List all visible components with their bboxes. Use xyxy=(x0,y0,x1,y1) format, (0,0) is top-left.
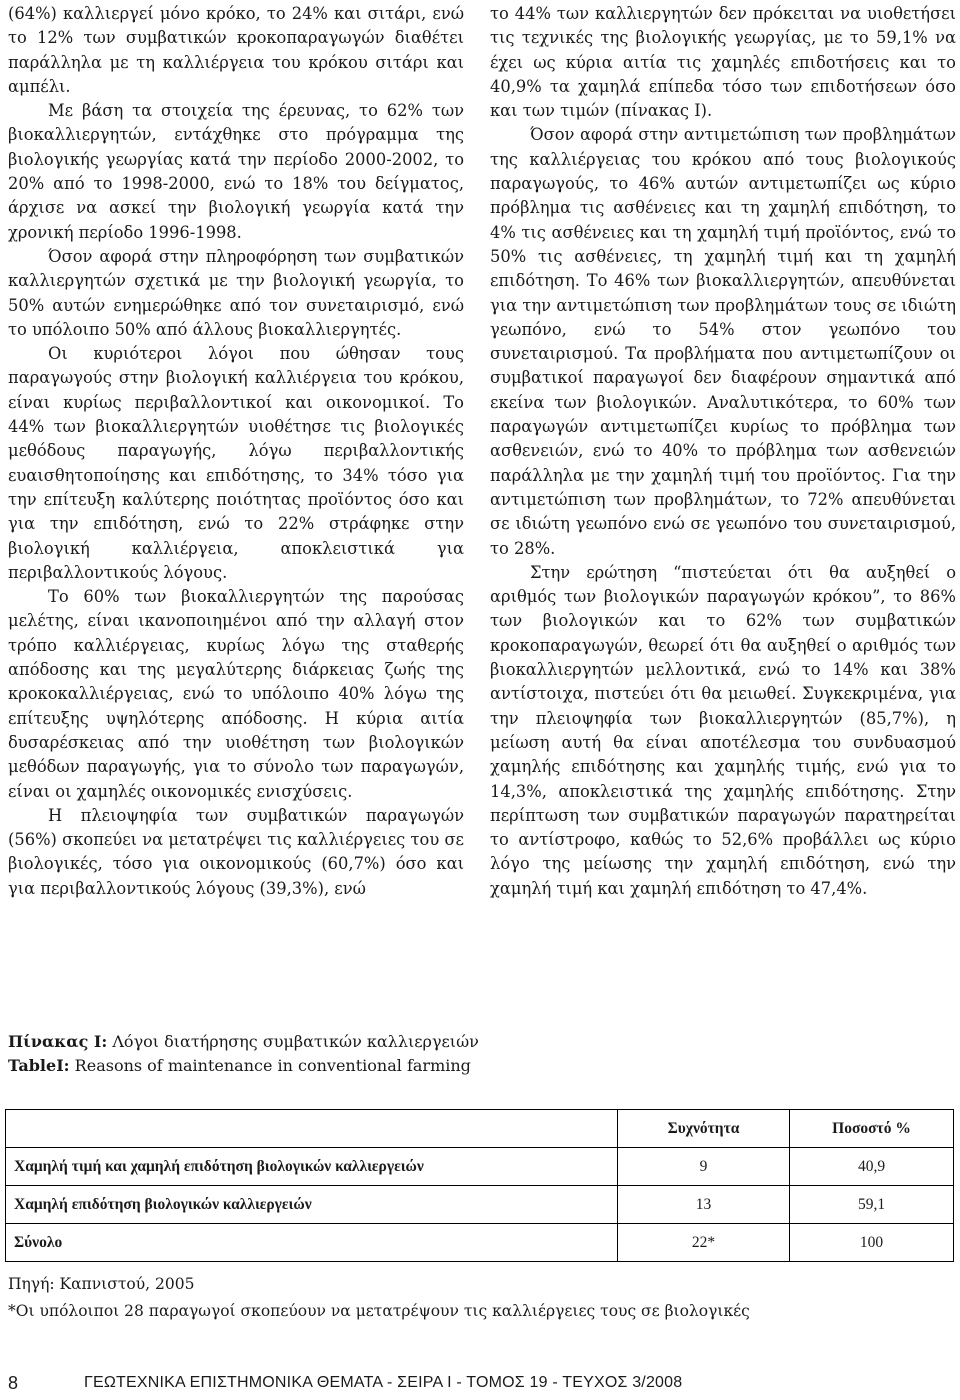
table-notes xyxy=(8,1271,750,1325)
caption-label: TableI: xyxy=(8,1056,70,1075)
paragraph: Όσον αφορά στην πληροφόρηση των συμβατικών καλλιεργητών σχετικά με την βιολογική γεωργία, το 50% αυτών ενημερώθηκε από τον συνεταιρισμό, ενώ το υπόλοιπο 50% από άλλους βιοκαλλιεργητές. xyxy=(8,246,464,339)
table-header-cell xyxy=(6,1110,618,1148)
paragraph: Η πλειοψηφία των συμβατικών παραγωγών (56%) σκοπεύει να μετατρέψει τις καλλιέργειες του σε βιολογικές, τόσο για οικονομικούς (60,7%) όσο και για περιβαλλοντικούς λόγους (39,3%), ενώ xyxy=(8,805,464,898)
journal-title: ΓΕΩΤΕΧΝΙΚΑ ΕΠΙΣΤΗΜΟΝΙΚΑ ΘΕΜΑΤΑ - ΣΕΙΡΑ Ι - ΤΟΜΟΣ 19 - ΤΕΥΧΟΣ 3/2008 xyxy=(84,1374,683,1391)
table-cell-percent: 40,9 xyxy=(790,1148,954,1186)
table-cell-percent: 59,1 xyxy=(790,1186,954,1224)
table-cell-percent: 100 xyxy=(790,1224,954,1262)
table-cell-frequency: 13 xyxy=(618,1186,790,1224)
table-cell-frequency: 9 xyxy=(618,1148,790,1186)
page-footer xyxy=(0,1368,960,1400)
paragraph: Οι κυριότεροι λόγοι που ώθησαν τους παραγωγούς στην βιολογική καλλιέργεια του κρόκου, είναι κυρίως περιβαλλοντικοί και οικονομικοί. Το 44% των βιοκαλλιεργητών υιοθέτησε τις βιολογικές μεθόδους παραγωγής, λόγω περιβαλλοντικής ευαισθητοποίησης και επιδότησης, το 34% τόσο για την επίτευξη καλύτερης ποιότητας προϊόντος όσο και για την επιδότηση, ενώ το 22% στράφηκε στην βιολογική καλλιέργεια, αποκλειστικά για περιβαλλοντικούς λόγους. xyxy=(8,344,464,582)
paragraph: (64%) καλλιεργεί μόνο κρόκο, το 24% και σιτάρι, ενώ το 12% των συμβατικών κροκοπαραγωγών διαθέτει παράλληλα με τη καλλιέργεια του κρόκου σιτάρι και αμπέλι. xyxy=(8,4,464,96)
paragraph: Στην ερώτηση “πιστεύεται ότι θα αυξηθεί ο αριθμός των βιολογικών παραγωγών κρόκου”, το 86% των βιολογικών και το 62% των συμβατικών κροκοπαραγωγών, θεωρεί ότι θα αυξηθεί ο αριθμός των βιοκαλλιεργητών μελλοντικά, ενώ το 14% και 38% αντίστοιχα, πιστεύει ότι θα μειωθεί. Συγκεκριμένα, για την πλειοψηφία των βιοκαλλιεργητών (85,7%), η μείωση αυτή θα είναι αποτέλεσμα του συνδυασμού χαμηλής επιδότησης και χαμηλής τιμής, ενώ για το 14,3%, αποκλειστικά της χαμηλής επιδότησης. Στην περίπτωση των συμβατικών παραγωγών παρατηρείται το αντίστροφο, καθώς το 52,6% προβάλλει ως κύριο λόγο της μείωσης την χαμηλή επιδότηση, ενώ την χαμηλή τιμή και χαμηλή επιδότηση το 47,4%. xyxy=(490,562,956,898)
right-column xyxy=(490,2,956,901)
paragraph: Όσον αφορά στην αντιμετώπιση των προβλημάτων της καλλιέργειας του κρόκου από τους βιολογικούς παραγωγούς, το 46% αυτών αντιμετωπίζει ως κύριο πρόβλημα τις ασθένειες και τη χαμηλή επιδότηση, το 4% τις ασθένειες και τη χαμηλή τιμή προϊόντος, ενώ το 50% τις ασθένειες, τη χαμηλή τιμή και τη χαμηλή επιδότηση. Το 46% των βιοκαλλιεργητών, απευθύνεται για την αντιμετώπιση των προβλημάτων τους σε ιδιώτη γεωπόνο, ενώ το 54% στον γεωπόνο του συνεταιρισμού. Τα προβλήματα που αντιμετωπίζουν οι συμβατικοί παραγωγοί δεν διαφέρουν σημαντικά από εκείνα των βιολογικών. Αναλυτικότερα, το 60% των παραγωγών αντιμετωπίζει κυρίως το πρόβλημα των ασθενειών, ενώ το 40% το πρόβλημα των ασθενειών παράλληλα με την χαμηλή τιμή του προϊόντος. Για την αντιμετώπιση των προβλημάτων, το 72% απευθύνεται σε ιδιώτη γεωπόνο ενώ σε γεωπόνο του συνεταιρισμού, το 28%. xyxy=(490,125,956,558)
paragraph: το 44% των καλλιεργητών δεν πρόκειται να υιοθετήσει τις τεχνικές της βιολογικής γεωργίας, με το 59,1% να έχει ως κύρια αιτία τις χαμηλές επιδοτήσεις και το 40,9% τα χαμηλά επίπεδα τόσο των επιδοτήσεων όσο και των τιμών (πίνακας Ι). xyxy=(490,4,956,121)
table-caption-english xyxy=(8,1054,608,1078)
table-footnote: *Οι υπόλοιποι 28 παραγωγοί σκοπεύουν να μετατρέψουν τις καλλιέργειες τους σε βιολογικές xyxy=(8,1302,750,1320)
table-header-row xyxy=(6,1110,954,1148)
table-cell-label: Σύνολο xyxy=(6,1224,618,1262)
paragraph: Με βάση τα στοιχεία της έρευνας, το 62% των βιοκαλλιεργητών, εντάχθηκε στο πρόγραμμα της βιολογικής γεωργίας κατά την περίοδο 2000-2002, το 20% από το 1998-2000, ενώ το 18% του δείγματος, άρχισε να ασκεί την βιολογική γεωργία κατά την χρονική περίοδο 1996-1998. xyxy=(8,101,464,242)
table-source: Πηγή: Καπνιστού, 2005 xyxy=(8,1275,195,1293)
table-cell-label: Χαμηλή επιδότηση βιολογικών καλλιεργειών xyxy=(6,1186,618,1224)
table-header-cell: Συχνότητα xyxy=(618,1110,790,1148)
table-row xyxy=(6,1148,954,1186)
table-row xyxy=(6,1224,954,1262)
caption-text: Λόγοι διατήρησης συμβατικών καλλιεργειών xyxy=(112,1032,479,1051)
table-cell-frequency: 22* xyxy=(618,1224,790,1262)
caption-text: Reasons of maintenance in conventional farming xyxy=(74,1056,471,1075)
left-column xyxy=(8,2,464,901)
data-table xyxy=(5,1109,954,1262)
table-caption xyxy=(8,1030,608,1078)
table-caption-greek xyxy=(8,1030,608,1054)
paragraph: Το 60% των βιοκαλλιεργητών της παρούσας μελέτης, είναι ικανοποιημένοι από την αλλαγή στον τρόπο καλλιέργειας, κυρίως λόγω της σταθερής απόδοσης και της μεγαλύτερης διάρκειας ζωής της κροκοκαλλιέργειας, ενώ το υπόλοιπο 40% λόγω της επίτευξης υψηλότερης απόδοσης. Η κύρια αιτία δυσαρέσκειας από την υιοθέτηση των βιολογικών μεθόδων παραγωγής, για το σύνολο των παραγωγών, είναι οι χαμηλές οικονομικές ενισχύσεις. xyxy=(8,587,464,801)
table-cell-label: Χαμηλή τιμή και χαμηλή επιδότηση βιολογικών καλλιεργειών xyxy=(6,1148,618,1186)
table-header-cell: Ποσοστό % xyxy=(790,1110,954,1148)
caption-label: Πίνακας Ι: xyxy=(8,1032,108,1051)
table-row xyxy=(6,1186,954,1224)
page-number: 8 xyxy=(8,1373,19,1393)
